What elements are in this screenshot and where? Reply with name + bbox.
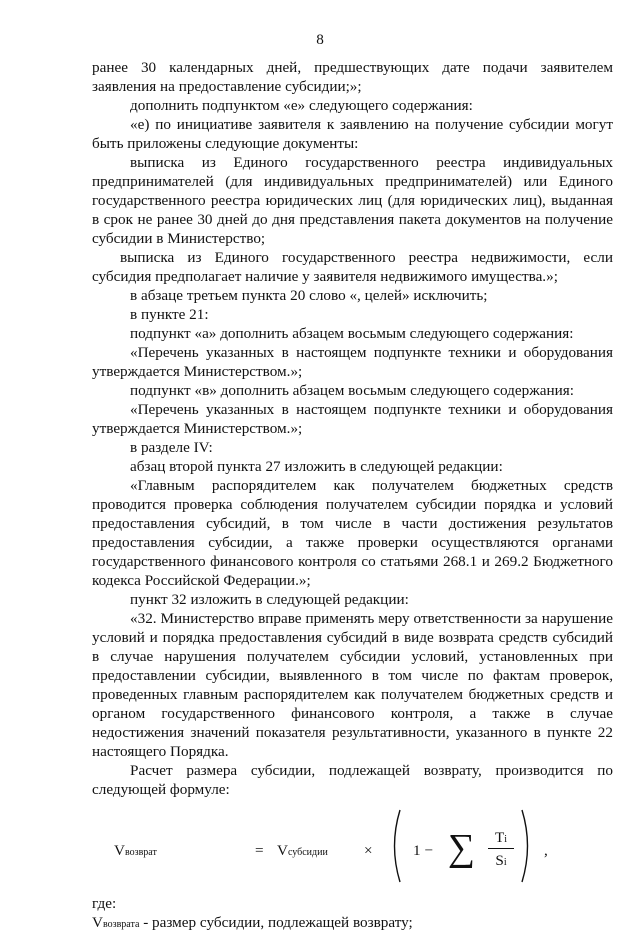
- paragraph: Расчет размера субсидии, подлежащей возврату, производится по следующей формуле:: [92, 762, 613, 798]
- formula-equals: =: [255, 842, 264, 859]
- paragraph: выписка из Единого государственного реестра индивидуальных предпринимателей (для индивидуальных предпринимателей) или Единого государственного реестра юридических лиц (для юридических лиц), выданная в срок не ранее 30 дней до дня представления пакета документов на получение субсидии в Министерство;: [92, 154, 613, 247]
- refund-formula: [92, 802, 613, 894]
- page-number: 8: [316, 31, 324, 48]
- document-body: [92, 58, 613, 934]
- fraction-denominator: Si: [495, 852, 507, 869]
- left-paren: [388, 808, 402, 884]
- formula-trailing-comma: ,: [544, 842, 548, 859]
- definition-text: - размер субсидии, подлежащей возврату;: [139, 914, 413, 931]
- paragraph: «32. Министерство вправе применять меру ответственности за нарушение условий и порядка предоставления субсидий в виде возврата средств субсидий в случае нарушения получателем субсидии условий, установленных при предоставлении субсидии, выявленного в том числе по фактам проверок, проведенных главным распорядителем как получателем бюджетных средств и органом государственного финансового контроля, а также в случае недостижения значений показателя результативности, указанного в пункте 22 настоящего Порядка.: [92, 610, 613, 760]
- paragraph: ранее 30 календарных дней, предшествующих дате подачи заявителем заявления на предоставление субсидии;»;: [92, 59, 613, 95]
- paragraph: в пункте 21:: [130, 306, 209, 323]
- definition-line: [92, 913, 613, 934]
- paragraph: пункт 32 изложить в следующей редакции:: [130, 591, 409, 608]
- fraction-bar: [488, 848, 514, 849]
- paragraph: «Перечень указанных в настоящем подпункте техники и оборудования утверждается Министерством.»;: [92, 344, 613, 380]
- paragraph: подпункт «в» дополнить абзацем восьмым следующего содержания:: [130, 382, 574, 399]
- definition-var: V: [92, 914, 103, 931]
- paragraph: «е) по инициативе заявителя к заявлению на получение субсидии могут быть приложены следующие документы:: [92, 116, 613, 152]
- formula-rhs-var: Vсубсидии: [277, 842, 328, 859]
- where-label: где:: [92, 895, 117, 912]
- formula-one-minus: 1 −: [413, 842, 433, 859]
- paragraph: абзац второй пункта 27 изложить в следующей редакции:: [130, 458, 503, 475]
- paragraph: дополнить подпунктом «е» следующего содержания:: [130, 97, 473, 114]
- definition-sub: возврата: [102, 919, 140, 930]
- formula-times: ×: [364, 842, 373, 859]
- right-paren: [520, 808, 534, 884]
- formula-lhs: Vвозврат: [114, 842, 157, 859]
- fraction-numerator: Ti: [494, 829, 508, 846]
- paragraph: в абзаце третьем пункта 20 слово «, целей» исключить;: [130, 287, 488, 304]
- paragraph: «Перечень указанных в настоящем подпункте техники и оборудования утверждается Министерством.»;: [92, 401, 613, 437]
- sigma-symbol: ∑: [448, 827, 476, 869]
- paragraph: подпункт «а» дополнить абзацем восьмым следующего содержания:: [130, 325, 574, 342]
- formula-fraction: [488, 828, 514, 872]
- paragraph: в разделе IV:: [130, 439, 213, 456]
- paragraph: выписка из Единого государственного реестра недвижимости, если субсидия предполагает наличие у заявителя недвижимого имущества.»;: [92, 249, 613, 285]
- paragraph: «Главным распорядителем как получателем бюджетных средств проводится проверка соблюдения получателем субсидии порядка и условий предоставления субсидий, в том числе в части достижения результатов предоставления субсидии, а также проверки осуществляются органами государственного финансового контроля со статьями 268.1 и 269.2 Бюджетного кодекса Российской Федерации.»;: [92, 477, 613, 589]
